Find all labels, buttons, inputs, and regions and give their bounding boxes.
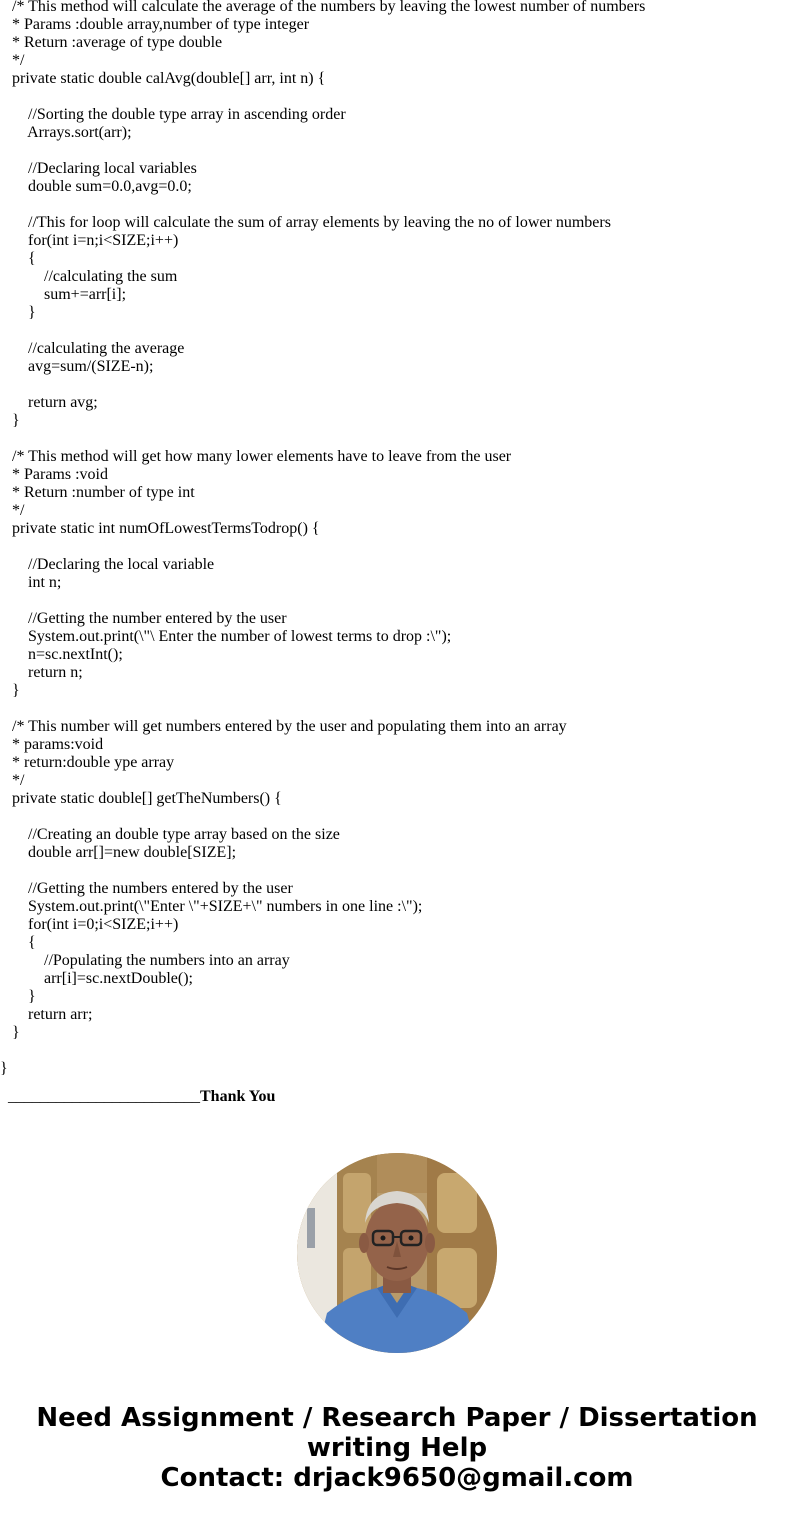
code-line: Arrays.sort(arr); [0,124,132,141]
code-line: //calculating the average [0,340,185,357]
code-line: n=sc.nextInt(); [0,646,123,663]
code-line: /* This number will get numbers entered by the user and populating them into an array [0,718,567,735]
code-line: * Return :number of type int [0,484,195,501]
signoff-line [8,1088,275,1106]
code-line: for(int i=n;i<SIZE;i++) [0,232,179,249]
code-line [0,142,794,160]
code-line: double arr[]=new double[SIZE]; [0,844,237,861]
code-line: //Declaring the local variable [0,556,215,573]
code-line [0,592,794,610]
code-line: private static double calAvg(double[] arr, int n) { [0,70,326,87]
code-line: //Getting the numbers entered by the user [0,880,293,897]
code-line: avg=sum/(SIZE-n); [0,358,154,375]
code-line: double sum=0.0,avg=0.0; [0,178,192,195]
avatar-portrait-icon [297,1153,497,1353]
code-line: System.out.print(\"\ Enter the number of lowest terms to drop :\"); [0,628,452,645]
code-line: for(int i=0;i<SIZE;i++) [0,916,179,933]
code-line: //calculating the sum [0,268,178,285]
code-line: */ [0,52,25,69]
code-line: } [0,412,20,429]
code-line: //Getting the number entered by the user [0,610,287,627]
code-line: //Declaring local variables [0,160,197,177]
code-line [0,1042,794,1060]
code-line: } [0,1060,8,1077]
code-line: } [0,1024,20,1041]
code-line [0,430,794,448]
code-line: */ [0,772,25,789]
code-line [0,376,794,394]
code-line: private static double[] getTheNumbers() { [0,790,282,807]
code-line [0,862,794,880]
code-line: * Params :void [0,466,108,483]
code-line: private static int numOfLowestTermsTodrop() { [0,520,320,537]
code-line: */ [0,502,25,519]
thank-you-text: Thank You [200,1088,276,1105]
code-line: /* This method will get how many lower elements have to leave from the user [0,448,512,465]
promo-line-1: Need Assignment / Research Paper / Dissertation [36,1403,758,1433]
code-line: //Populating the numbers into an array [0,952,290,969]
code-line: //Creating an double type array based on the size [0,826,340,843]
code-line: sum+=arr[i]; [0,286,127,303]
code-line: arr[i]=sc.nextDouble(); [0,970,193,987]
code-line [0,196,794,214]
code-line: * Return :average of type double [0,34,223,51]
code-line: { [0,250,36,267]
code-line: } [0,682,20,699]
code-line: //This for loop will calculate the sum of array elements by leaving the no of lower numbers [0,214,611,231]
code-line [0,538,794,556]
code-line: //Sorting the double type array in ascending order [0,106,346,123]
code-line: } [0,304,36,321]
code-line: return arr; [0,1006,93,1023]
code-line: return n; [0,664,83,681]
code-line: { [0,934,36,951]
code-line: int n; [0,574,62,591]
code-line: } [0,988,36,1005]
promo-line-2: writing Help [306,1433,488,1463]
code-line: * Params :double array,number of type integer [0,16,310,33]
code-line: /* This method will calculate the average of the numbers by leaving the lowest number of numbers [0,0,646,15]
code-line: * params:void [0,736,104,753]
promo-banner [0,1403,794,1493]
code-line: return avg; [0,394,98,411]
author-avatar [297,1153,497,1353]
code-line: * return:double ype array [0,754,175,771]
code-line [0,808,794,826]
code-line [0,700,794,718]
promo-contact: Contact: drjack9650@gmail.com [160,1463,634,1493]
code-line [0,88,794,106]
code-line [0,322,794,340]
code-line: System.out.print(\"Enter \"+SIZE+\" numbers in one line :\"); [0,898,423,915]
signoff-underline: ________________________ [8,1088,200,1105]
